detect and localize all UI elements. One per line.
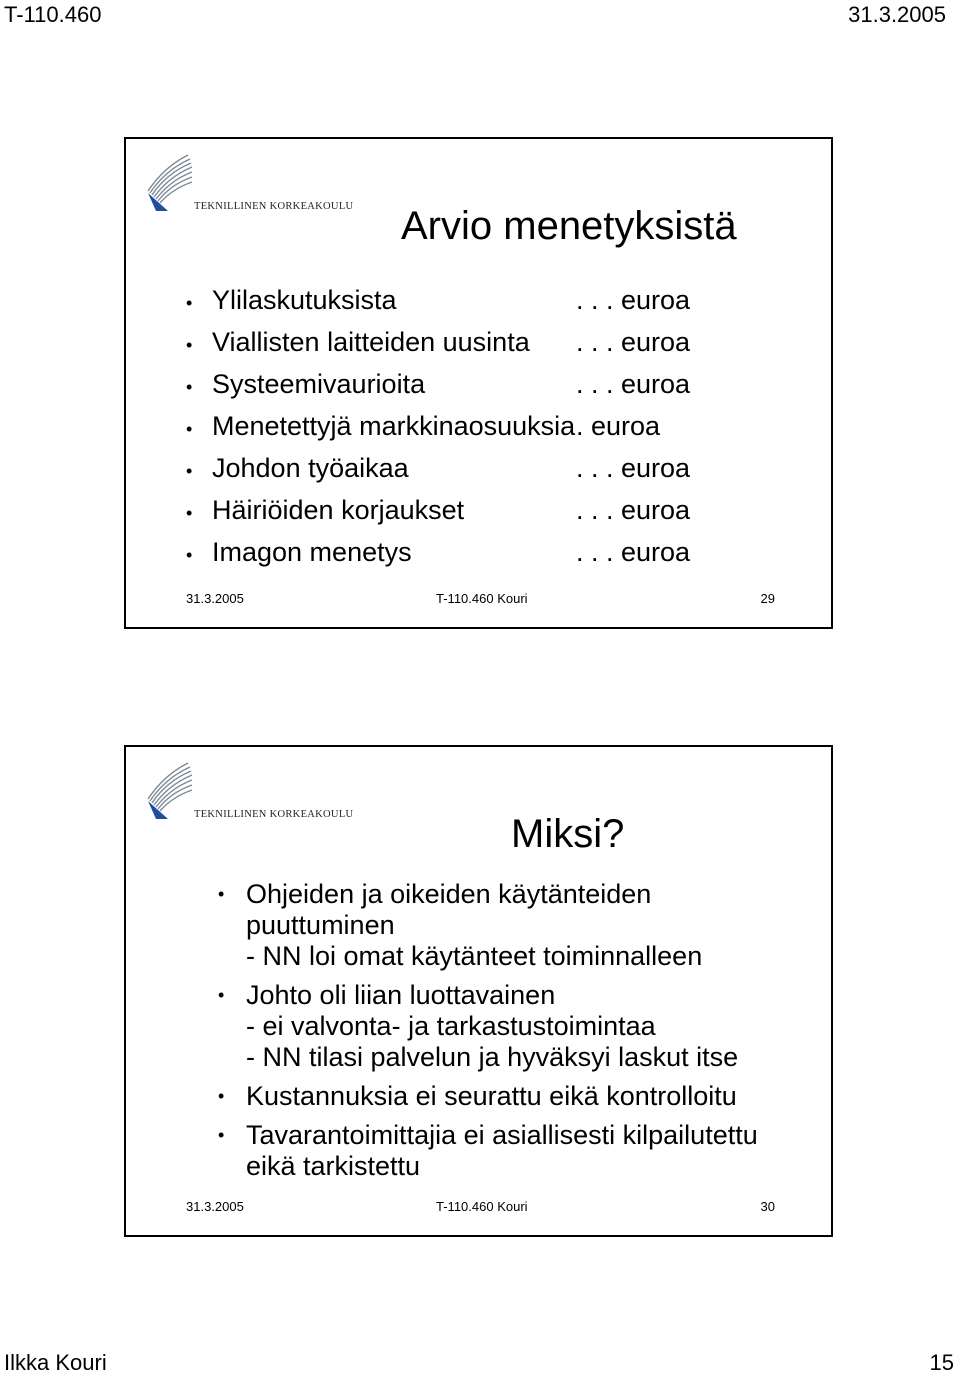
slide-footer-course: T-110.460 Kouri [436, 1199, 528, 1214]
loss-label: Viallisten laitteiden uusinta [212, 327, 530, 357]
list-item [218, 1081, 828, 1112]
bullet-icon: • [186, 545, 193, 565]
university-logo [146, 151, 354, 213]
reason-text [246, 1081, 828, 1112]
list-item [186, 369, 746, 411]
university-logo-text: TEKNILLINEN KORKEAKOULU [194, 809, 354, 820]
loss-label: Menetettyjä markkinaosuuksia [212, 411, 576, 441]
bullet-icon: • [218, 1086, 225, 1106]
reason-text [246, 879, 828, 972]
slide-title: Arvio menetyksistä [401, 204, 737, 248]
list-item [186, 453, 746, 495]
list-item [186, 495, 746, 537]
slide-29 [124, 137, 833, 629]
reason-line: - NN tilasi palvelun ja hyväksyi laskut itse [246, 1042, 739, 1072]
slide-footer-date: 31.3.2005 [186, 591, 244, 606]
slide-30 [124, 745, 833, 1237]
slide-footer-number: 29 [760, 591, 775, 606]
loss-value: . euroa [576, 411, 661, 441]
loss-label: Johdon työaikaa [212, 453, 409, 483]
list-item [186, 285, 746, 327]
university-logo-text: TEKNILLINEN KORKEAKOULU [194, 201, 354, 212]
loss-label: Systeemivaurioita [212, 369, 426, 399]
bullet-icon: • [218, 985, 225, 1005]
university-logo-icon [146, 151, 194, 213]
bullet-icon: • [186, 335, 193, 355]
page-header-course: T-110.460 [4, 2, 102, 27]
reason-line: - ei valvonta- ja tarkastustoimintaa [246, 1011, 656, 1041]
loss-estimate-list [186, 285, 746, 579]
list-item [186, 327, 746, 369]
bullet-icon: • [186, 419, 193, 439]
reason-line: puuttuminen [246, 910, 395, 940]
university-logo-icon [146, 759, 194, 821]
page-header-date: 31.3.2005 [848, 2, 946, 27]
reason-line: Tavarantoimittajia ei asiallisesti kilpailutettu [246, 1120, 758, 1150]
page-footer-author: Ilkka Kouri [4, 1350, 107, 1375]
bullet-icon: • [186, 293, 193, 313]
slide-footer-date: 31.3.2005 [186, 1199, 244, 1214]
bullet-icon: • [186, 461, 193, 481]
list-item [218, 879, 828, 972]
page-footer-page-number: 15 [929, 1350, 954, 1375]
list-item [186, 537, 746, 579]
bullet-icon: • [218, 1125, 225, 1145]
reason-line: eikä tarkistettu [246, 1151, 421, 1181]
list-item [186, 411, 746, 453]
reason-text [246, 980, 828, 1073]
slide-footer-number: 30 [760, 1199, 775, 1214]
loss-value: . . . euroa [576, 537, 691, 567]
loss-value: . . . euroa [576, 369, 691, 399]
loss-label: Imagon menetys [212, 537, 412, 567]
university-logo [146, 759, 354, 821]
slide-footer-course: T-110.460 Kouri [436, 591, 528, 606]
loss-label: Ylilaskutuksista [212, 285, 397, 315]
slide-title: Miksi? [511, 812, 625, 856]
reason-line: Ohjeiden ja oikeiden käytänteiden [246, 879, 652, 909]
loss-label: Häiriöiden korjaukset [212, 495, 465, 525]
reasons-list [218, 879, 828, 1190]
bullet-icon: • [186, 503, 193, 523]
loss-value: . . . euroa [576, 453, 691, 483]
bullet-icon: • [186, 377, 193, 397]
loss-value: . . . euroa [576, 495, 691, 525]
list-item [218, 1120, 828, 1182]
reason-line: Kustannuksia ei seurattu eikä kontrolloitu [246, 1081, 737, 1111]
reason-line: Johto oli liian luottavainen [246, 980, 556, 1010]
bullet-icon: • [218, 884, 225, 904]
reason-text [246, 1120, 828, 1182]
loss-value: . . . euroa [576, 327, 691, 357]
reason-line: - NN loi omat käytänteet toiminnalleen [246, 941, 703, 971]
loss-value: . . . euroa [576, 285, 691, 315]
list-item [218, 980, 828, 1073]
